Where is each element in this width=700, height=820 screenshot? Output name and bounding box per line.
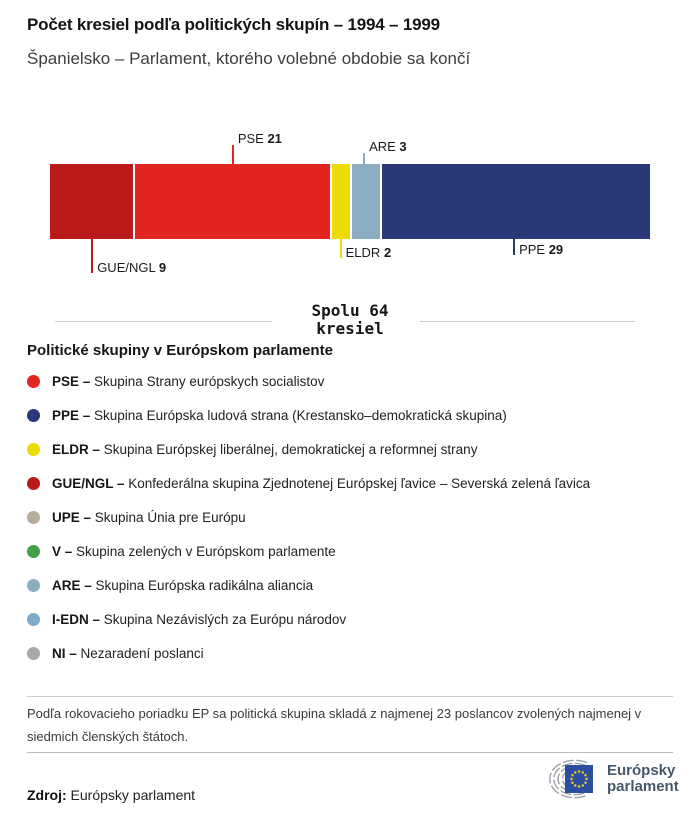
ep-hemicycle-flag-icon	[525, 756, 601, 802]
source-label: Zdroj:	[27, 787, 67, 803]
legend-dot-ELDR	[27, 443, 40, 456]
legend-label: I-EDN – Skupina Nezávislých za Európu národov	[52, 611, 347, 627]
callout-tick-ARE	[363, 153, 365, 164]
legend-dot-GUE/NGL	[27, 477, 40, 490]
legend-list	[27, 364, 677, 670]
legend-label: V – Skupina zelených v Európskom parlamente	[52, 543, 336, 559]
bar-segment-ARE[interactable]	[352, 164, 380, 239]
page-subtitle: Španielsko – Parlament, ktorého volebné obdobie sa končí	[27, 49, 471, 68]
legend-label: UPE – Skupina Únia pre Európu	[52, 509, 246, 525]
callout-label-PPE: PPE 29	[519, 242, 564, 257]
legend-item-PPE	[27, 398, 677, 432]
legend-item-I-EDN	[27, 602, 677, 636]
legend-dot-PPE	[27, 409, 40, 422]
legend-label: PPE – Skupina Európska ludová strana (Krestansko–demokratická skupina)	[52, 407, 507, 423]
legend-label: GUE/NGL – Konfederálna skupina Zjednotenej Európskej ľavice – Severská zelená ľavica	[52, 475, 591, 491]
bar-segment-PPE[interactable]	[382, 164, 650, 239]
legend-item-ARE	[27, 568, 677, 602]
stacked-bar	[50, 164, 650, 239]
callout-label-ARE: ARE 3	[369, 139, 407, 154]
total-seats-line2: kresiel	[316, 319, 384, 338]
callout-tick-ELDR	[340, 239, 342, 258]
callout-label-GUE/NGL: GUE/NGL 9	[97, 260, 167, 275]
eu-flag-icon	[565, 765, 593, 793]
source-value: Európsky parlament	[70, 787, 196, 803]
bar-segment-PSE[interactable]	[135, 164, 329, 239]
european-parliament-logo	[525, 756, 679, 802]
legend-dot-UPE	[27, 511, 40, 524]
callout-tick-GUE/NGL	[91, 239, 93, 273]
total-seats-line1: Spolu 64	[311, 301, 389, 320]
bar-segment-ELDR[interactable]	[332, 164, 351, 239]
logo-word-line1: Európsky	[607, 762, 676, 779]
legend-dot-I-EDN	[27, 613, 40, 626]
legend-item-NI	[27, 636, 677, 670]
bar-segment-GUE/NGL[interactable]	[50, 164, 133, 239]
footnote-text: Podľa rokovacieho poriadku EP sa politická skupina skladá z najmenej 23 poslancov zvolených najmenej v siedmich členských štátoch.	[27, 706, 642, 744]
legend-label: NI – Nezaradení poslanci	[52, 645, 204, 661]
legend-dot-PSE	[27, 375, 40, 388]
legend-label: PSE – Skupina Strany európskych socialistov	[52, 373, 325, 389]
legend-dot-ARE	[27, 579, 40, 592]
footer-divider	[27, 752, 673, 753]
legend-item-UPE	[27, 500, 677, 534]
legend-item-ELDR	[27, 432, 677, 466]
callout-tick-PSE	[232, 145, 234, 164]
legend-heading: Politické skupiny v Európskom parlamente	[27, 342, 333, 359]
seats-chart	[50, 131, 650, 275]
legend-item-GUE/NGL	[27, 466, 677, 500]
page-title: Počet kresiel podľa politických skupín – 1994 – 1999	[27, 15, 440, 34]
callout-label-ELDR: ELDR 2	[345, 245, 392, 260]
legend-item-V	[27, 534, 677, 568]
legend-item-PSE	[27, 364, 677, 398]
source-line	[27, 787, 195, 803]
total-seats	[0, 302, 700, 338]
callout-tick-PPE	[513, 239, 515, 255]
legend-dot-NI	[27, 647, 40, 660]
legend-label: ARE – Skupina Európska radikálna aliancia	[52, 577, 314, 593]
footnote-divider	[27, 696, 673, 697]
callout-label-PSE: PSE 21	[237, 131, 282, 146]
logo-word-line2: parlament	[607, 778, 679, 795]
legend-label: ELDR – Skupina Európskej liberálnej, demokratickej a reformnej strany	[52, 441, 478, 457]
legend-dot-V	[27, 545, 40, 558]
logo-wordmark	[607, 763, 679, 795]
